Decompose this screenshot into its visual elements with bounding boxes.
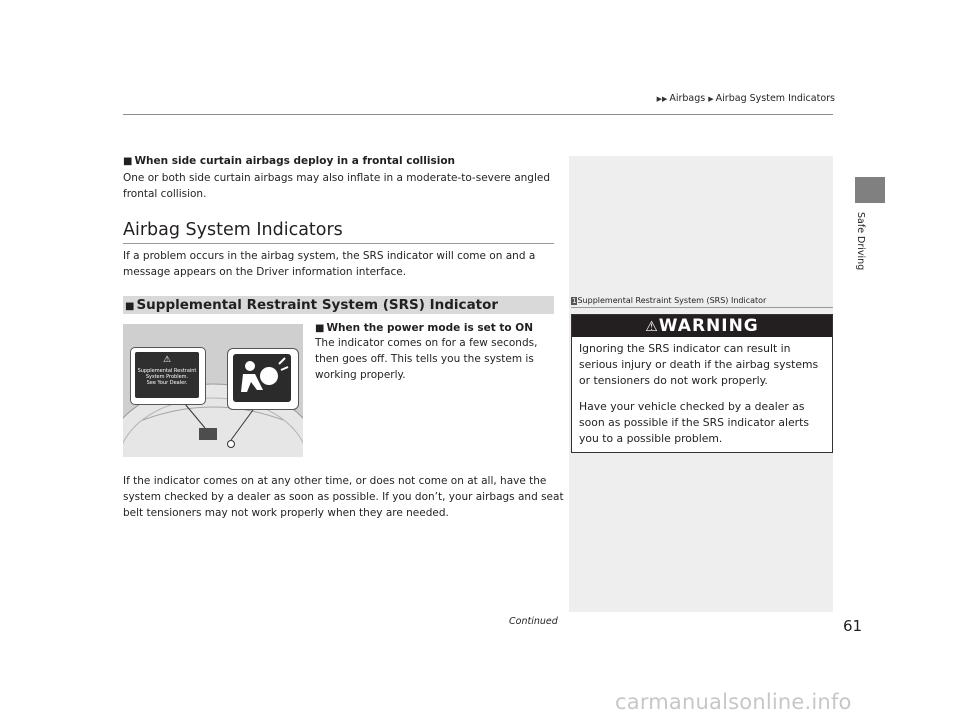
breadcrumb-item-airbags[interactable]: Airbags [669, 93, 706, 104]
power-mode-heading-text: When the power mode is set to ON [326, 322, 534, 334]
breadcrumb [640, 93, 835, 104]
warning-header [572, 315, 832, 337]
message-text [135, 368, 199, 386]
section-title: Airbag System Indicators [123, 220, 343, 240]
note-rule [571, 307, 833, 308]
warn2-line2: soon as possible if the SRS indicator alerts [579, 416, 809, 429]
srs-icon-callout [227, 348, 299, 410]
power-line2: then goes off. This tells you the system is [315, 353, 534, 365]
page-number: 61 [843, 617, 863, 635]
triangle-arrow-icon: ▶▶ [656, 95, 668, 103]
srs-subsection-title-text: Supplemental Restraint System (SRS) Indicator [136, 297, 499, 313]
message-line3: See Your Dealer. [146, 380, 188, 386]
power-line3: working properly. [315, 369, 406, 381]
note-heading [571, 296, 766, 305]
note-heading-text: Supplemental Restraint System (SRS) Indicator [577, 296, 767, 305]
intro-line1: If a problem occurs in the airbag system, the SRS indicator will come on and a [123, 250, 536, 262]
watermark: carmanualsonline.info [615, 690, 852, 714]
frontal-heading [123, 155, 455, 167]
message-line2: System Problem. [145, 374, 189, 380]
other-line1: If the indicator comes on at any other time, or does not come on at all, have the [123, 475, 547, 487]
frontal-text-line1: One or both side curtain airbags may also inflate in a moderate-to-severe angled [123, 172, 551, 184]
srs-airbag-icon [233, 354, 291, 402]
warn2-line1: Have your vehicle checked by a dealer as [579, 400, 805, 413]
intro-line2: message appears on the Driver information interface. [123, 266, 407, 278]
warning-icon: ⚠ [645, 319, 659, 335]
warn1-line3: or tensioners do not work properly. [579, 374, 768, 387]
other-line2: system checked by a dealer as soon as possible. If you don’t, your airbags and seat [123, 491, 564, 503]
chapter-tab [855, 177, 885, 203]
airbag-warning-icon: ⚠ [162, 355, 172, 365]
header-rule [123, 114, 833, 115]
chapter-label [850, 212, 890, 282]
warn1-line2: serious injury or death if the airbag systems [579, 358, 819, 371]
message-callout [130, 347, 206, 405]
other-line3: belt tensioners may not work properly when they are needed. [123, 507, 449, 519]
square-bullet-icon: ■ [123, 156, 133, 167]
power-line1: The indicator comes on for a few seconds, [315, 337, 538, 349]
breadcrumb-item-indicators[interactable]: Airbag System Indicators [715, 93, 835, 104]
srs-indicator-illustration [123, 324, 303, 457]
square-bullet-icon: ■ [315, 323, 325, 334]
continued-label: Continued [509, 616, 558, 627]
message-line1: Supplemental Restraint [137, 368, 197, 374]
warn1-line1: Ignoring the SRS indicator can result in [579, 342, 791, 355]
warn2-line3: you to a possible problem. [579, 432, 723, 445]
note-ref-number: 1 [572, 297, 577, 305]
message-screen [135, 352, 199, 398]
chapter-label-text: Safe Driving [855, 212, 866, 271]
square-bullet-icon: ■ [125, 301, 135, 312]
frontal-heading-text: When side curtain airbags deploy in a frontal collision [134, 155, 456, 167]
srs-subsection-title [125, 296, 498, 316]
warning-label: WARNING [658, 316, 759, 336]
triangle-arrow-icon: ▶ [708, 95, 714, 103]
frontal-text-line2: frontal collision. [123, 188, 207, 200]
section-title-rule [123, 243, 554, 244]
srs-icon-screen [233, 354, 291, 402]
